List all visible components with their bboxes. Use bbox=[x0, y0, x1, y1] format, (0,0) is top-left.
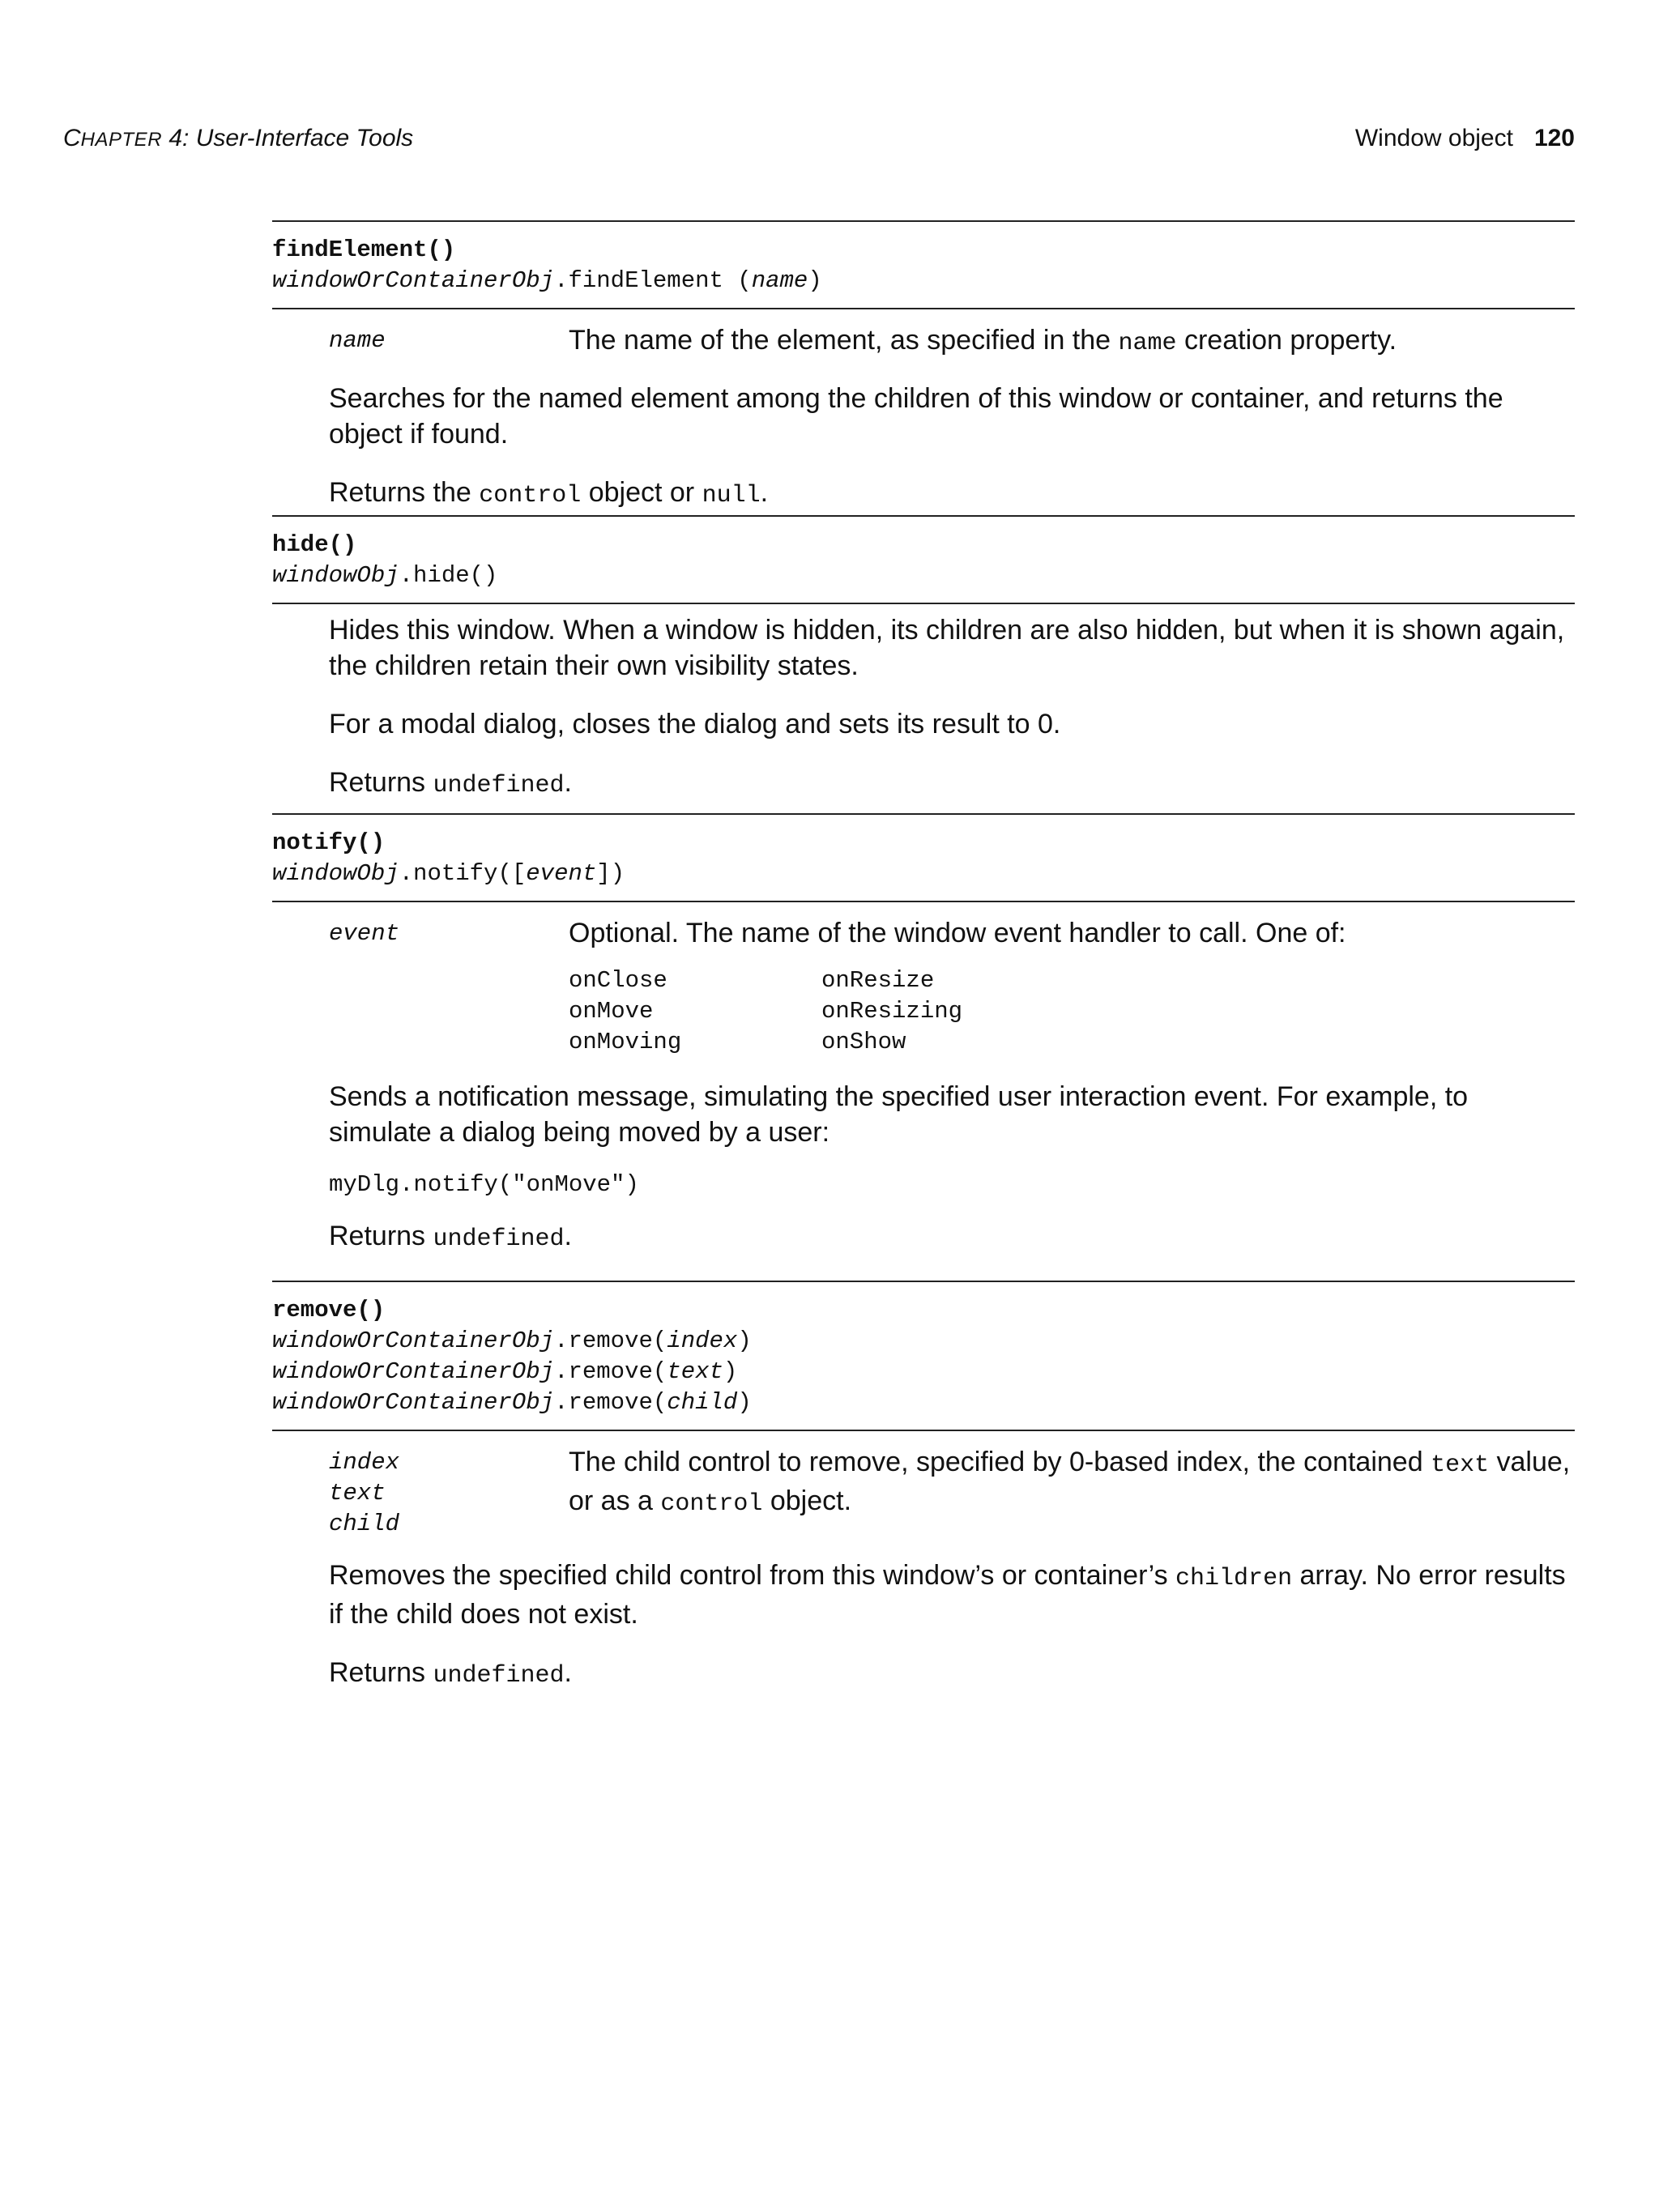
returns: Returns undefined. bbox=[329, 1657, 572, 1690]
findelement-section bbox=[272, 220, 1575, 514]
event-name: onResizing bbox=[821, 998, 963, 1025]
description: Sends a notification message, simulating the specified user interaction event. For example, to simulate a dialog being moved by a user: bbox=[329, 1081, 1469, 1148]
signature-line: windowObj.notify([event]) bbox=[272, 860, 625, 887]
parameter-description: The child control to remove, specified by 0-based index, the contained text value, or as a control object. bbox=[569, 1447, 1571, 1518]
divider bbox=[272, 901, 1575, 902]
divider bbox=[272, 603, 1575, 604]
divider bbox=[272, 308, 1575, 309]
signature-line: windowOrContainerObj.remove(index) bbox=[272, 1328, 752, 1354]
method-name: remove() bbox=[272, 1297, 386, 1323]
page-header bbox=[63, 125, 1575, 160]
method-signature bbox=[272, 222, 1575, 308]
remove-section bbox=[272, 1281, 1575, 1694]
parameter-name: event bbox=[329, 920, 400, 947]
parameter-name: index bbox=[329, 1449, 400, 1476]
parameter-row bbox=[329, 1444, 1575, 1540]
description: For a modal dialog, closes the dialog and sets its result to 0. bbox=[329, 709, 1061, 739]
event-name: onClose bbox=[569, 967, 667, 994]
signature-line: windowObj.hide() bbox=[272, 562, 498, 589]
signature-line: windowOrContainerObj.findElement (name) bbox=[272, 267, 822, 294]
chapter-title: CHAPTER 4: User-Interface Tools bbox=[63, 125, 414, 151]
method-name: notify() bbox=[272, 829, 386, 856]
method-name: hide() bbox=[272, 531, 357, 558]
description: Hides this window. When a window is hidden, its children are also hidden, but when it is shown again, the children retain their own visibility states. bbox=[329, 615, 1565, 681]
event-name: onMove bbox=[569, 998, 654, 1025]
notify-section bbox=[272, 813, 1575, 1257]
section-and-page bbox=[1355, 125, 1575, 152]
signature-line: windowOrContainerObj.remove(child) bbox=[272, 1389, 752, 1416]
hide-section bbox=[272, 515, 1575, 803]
parameter-description: The name of the element, as specified in the name creation property. bbox=[569, 325, 1397, 357]
description: Removes the specified child control from this window’s or container’s children array. No error results if the child does not exist. bbox=[329, 1560, 1566, 1630]
description: Searches for the named element among the children of this window or container, and returns the object if found. bbox=[329, 383, 1503, 450]
event-list bbox=[569, 965, 1575, 1058]
returns: Returns undefined. bbox=[329, 1221, 572, 1253]
code-example: myDlg.notify("onMove") bbox=[329, 1171, 639, 1198]
parameter-name: name bbox=[329, 327, 386, 354]
parameter-row bbox=[329, 322, 1575, 361]
event-name: onMoving bbox=[569, 1029, 682, 1055]
section-title: Window object bbox=[1354, 125, 1513, 151]
method-signature bbox=[272, 517, 1575, 603]
page-number: 120 bbox=[1533, 125, 1575, 151]
divider bbox=[272, 1430, 1575, 1431]
parameter-row bbox=[329, 915, 1575, 1058]
returns: Returns the control object or null. bbox=[329, 477, 769, 509]
method-name: findElement() bbox=[272, 237, 456, 263]
returns: Returns undefined. bbox=[329, 767, 572, 799]
signature-line: windowOrContainerObj.remove(text) bbox=[272, 1358, 738, 1385]
method-signature bbox=[272, 815, 1575, 901]
method-signature bbox=[272, 1282, 1575, 1430]
parameter-description: Optional. The name of the window event handler to call. One of: bbox=[569, 918, 1346, 948]
event-name: onShow bbox=[821, 1029, 906, 1055]
parameter-name: text bbox=[329, 1480, 386, 1507]
event-name: onResize bbox=[821, 967, 935, 994]
parameter-name: child bbox=[329, 1511, 400, 1537]
